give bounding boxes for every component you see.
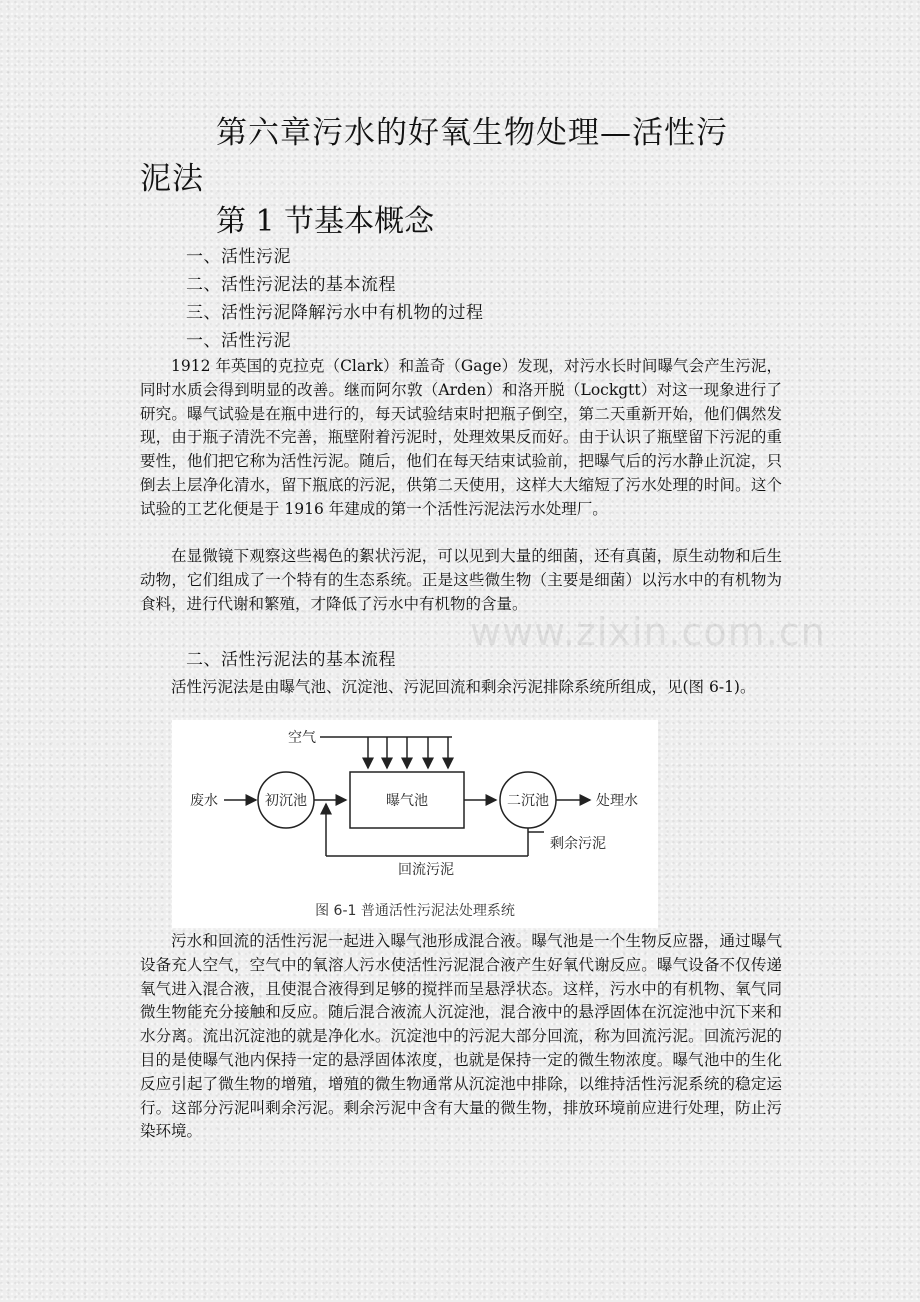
chapter-title-line1: 第六章污水的好氧生物处理—活性污	[216, 115, 728, 151]
toc-item-1: 一、活性污泥	[186, 247, 291, 267]
toc-item-3: 三、活性污泥降解污水中有机物的过程	[186, 303, 484, 323]
label-return-sludge: 回流污泥	[398, 862, 454, 878]
section-title: 第 1 节基本概念	[216, 204, 435, 239]
paragraph-4: 污水和回流的活性污泥一起进入曝气池形成混合液。曝气池是一个生物反应器，通过曝气设备充人空气，空气中的氧溶人污水使活性污泥混合液产生好氧代谢反应。曝气设备不仅传递氧气进入混合液，且使混合液得到足够的搅拌而呈悬浮状态。这样，污水中的有机物、氧气同微生物能充分接触和反应。随后混合液流人沉淀池，混合液中的悬浮固体在沉淀池中沉下来和水分离。流出沉淀池的就是净化水。沉淀池中的污泥大部分回流，称为回流污泥。回流污泥的目的是使曝气池内保持一定的悬浮固体浓度，也就是保持一定的微生物浓度。曝气池中的生化反应引起了微生物的增殖，增殖的微生物通常从沉淀池中排除，以维持活性污泥系统的稳定运行。这部分污泥叫剩余污泥。剩余污泥中含有大量的微生物，排放环境前应进行处理，防止污染环境。	[140, 932, 782, 1141]
paragraph-1: 1912 年英国的克拉克（Clark）和盖奇（Gage）发现，对污水长时间曝气会产生污泥，同时水质会得到明显的改善。继而阿尔敦（Arden）和洛开脱（Lockgtt）对这一现象进行了研究。曝气试验是在瓶中进行的，每天试验结束时把瓶子倒空，第二天重新开始，他们偶然发现，由于瓶子清洗不完善，瓶壁附着污泥时，处理效果反而好。由于认识了瓶壁留下污泥的重要性，他们把它称为活性污泥。随后，他们在每天结束试验前，把曝气后的污水静止沉淀，只倒去上层净化清水，留下瓶底的污泥，供第二天使用，这样大大缩短了污水处理的时间。这个试验的工艺化便是于 1916 年建成的第一个活性污泥法污水处理厂。	[140, 357, 782, 518]
watermark: www.zixin.com.cn	[470, 610, 826, 654]
figure-caption: 图 6-1 普通活性污泥法处理系统	[315, 903, 515, 919]
label-treated-water: 处理水	[596, 793, 638, 809]
label-excess-sludge: 剩余污泥	[550, 836, 606, 852]
paragraph-2: 在显微镜下观察这些褐色的絮状污泥，可以见到大量的细菌，还有真菌，原生动物和后生动物，它们组成了一个特有的生态系统。正是这些微生物（主要是细菌）以污水中的有机物为食料，进行代谢和繁殖，才降低了污水中有机物的含量。	[140, 547, 782, 613]
paragraph-3: 活性污泥法是由曝气池、沉淀池、污泥回流和剩余污泥排除系统所组成，见(图 6-1)。	[171, 678, 756, 696]
chapter-title-line2: 泥法	[140, 161, 204, 197]
label-wastewater: 废水	[190, 793, 218, 809]
subsection-heading-2: 二、活性污泥法的基本流程	[186, 650, 396, 670]
label-primary-clarifier: 初沉池	[265, 793, 307, 809]
process-flow-diagram	[172, 720, 658, 928]
label-aeration-tank: 曝气池	[386, 793, 428, 809]
chapter-title	[140, 110, 800, 202]
label-air: 空气	[288, 730, 316, 746]
subsection-heading-1: 一、活性污泥	[186, 331, 291, 351]
label-secondary-clarifier: 二沉池	[507, 793, 549, 809]
toc-item-2: 二、活性污泥法的基本流程	[186, 275, 396, 295]
process-flow-figure	[172, 720, 658, 928]
